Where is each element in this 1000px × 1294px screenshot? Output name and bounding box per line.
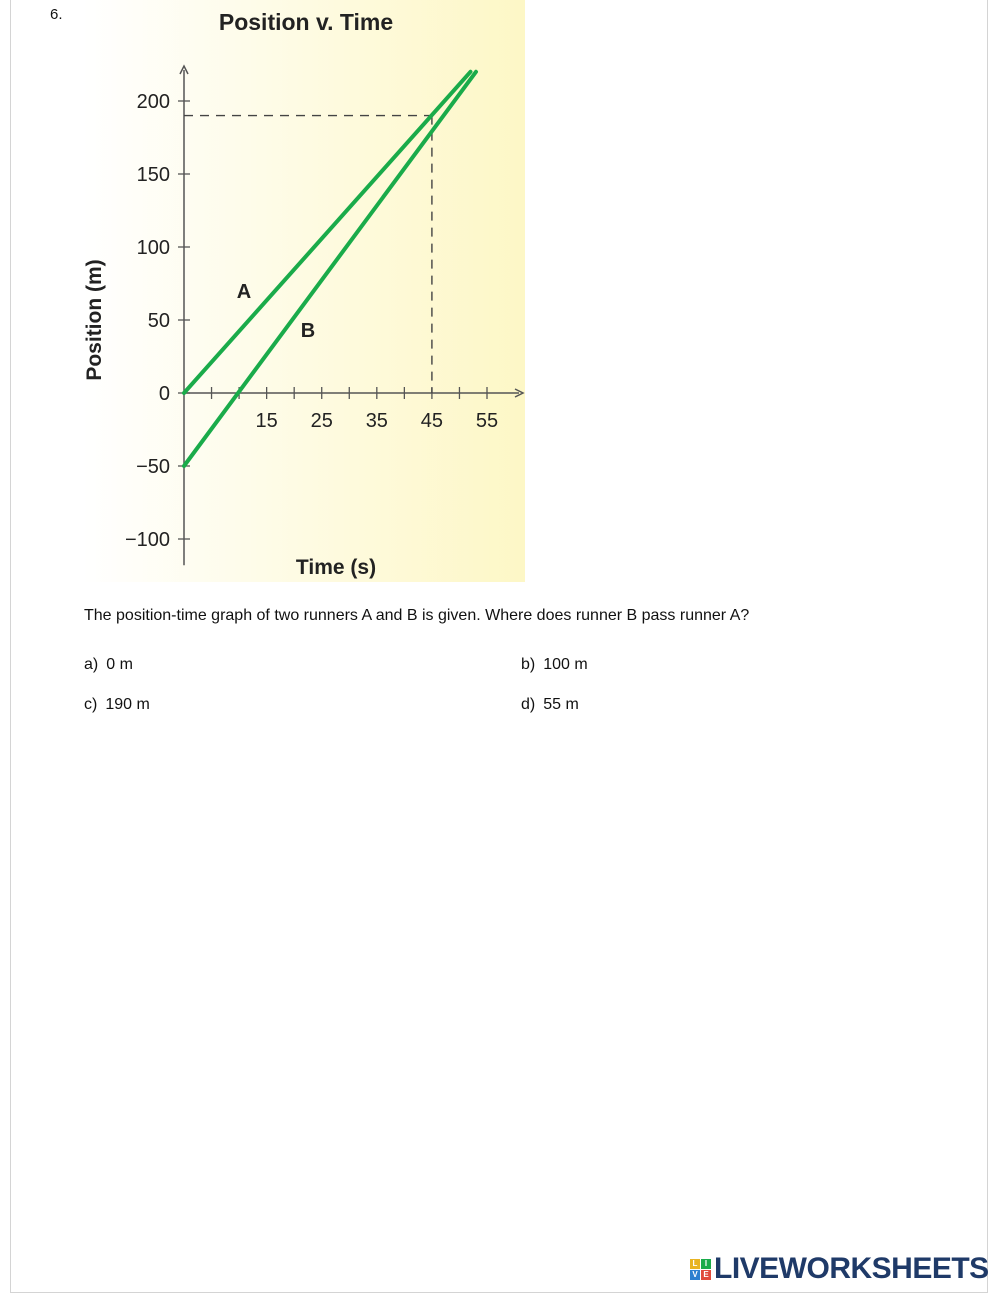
liveworksheets-logo[interactable] bbox=[690, 1252, 989, 1286]
x-tick-label: 45 bbox=[420, 410, 444, 432]
brand-name: LIVEWORKSHEETS bbox=[714, 1252, 989, 1285]
series-label-a: A bbox=[236, 281, 252, 303]
option-text: 100 m bbox=[543, 656, 588, 673]
y-tick-label: 200 bbox=[136, 91, 170, 113]
option-letter: a) bbox=[84, 656, 99, 673]
brand-logo-icon bbox=[690, 1259, 711, 1280]
y-tick-label: −100 bbox=[124, 529, 170, 551]
y-tick-label: 0 bbox=[158, 383, 170, 405]
option-text: 55 m bbox=[543, 696, 579, 713]
x-tick-label: 55 bbox=[475, 410, 499, 432]
option-a[interactable] bbox=[84, 656, 133, 674]
question-number: 6. bbox=[50, 6, 63, 23]
option-c[interactable] bbox=[84, 696, 150, 714]
y-tick-label: 100 bbox=[136, 237, 170, 259]
option-letter: c) bbox=[84, 696, 98, 713]
option-d[interactable] bbox=[521, 696, 579, 714]
logo-letter: I bbox=[701, 1259, 711, 1269]
logo-letter: E bbox=[701, 1270, 711, 1280]
x-tick-label: 25 bbox=[310, 410, 333, 432]
option-letter: b) bbox=[521, 656, 536, 673]
option-text: 190 m bbox=[105, 696, 150, 713]
chart-svg bbox=[83, 0, 525, 582]
series-label-b: B bbox=[300, 320, 316, 342]
x-axis-label: Time (s) bbox=[295, 556, 377, 579]
y-axis-label: Position (m) bbox=[83, 259, 106, 381]
chart-title: Position v. Time bbox=[218, 9, 394, 35]
x-tick-label: 15 bbox=[255, 410, 278, 432]
y-tick-label: −50 bbox=[136, 456, 170, 478]
y-tick-label: 50 bbox=[147, 310, 170, 332]
option-b[interactable] bbox=[521, 656, 588, 674]
option-text: 0 m bbox=[106, 656, 133, 673]
y-tick-label: 150 bbox=[136, 164, 170, 186]
x-tick-label: 35 bbox=[365, 410, 388, 432]
logo-letter: L bbox=[690, 1259, 700, 1269]
position-time-chart bbox=[83, 0, 525, 582]
option-letter: d) bbox=[521, 696, 536, 713]
question-text: The position-time graph of two runners A and B is given. Where does runner B pass runner A? bbox=[84, 607, 750, 624]
logo-letter: V bbox=[690, 1270, 700, 1280]
